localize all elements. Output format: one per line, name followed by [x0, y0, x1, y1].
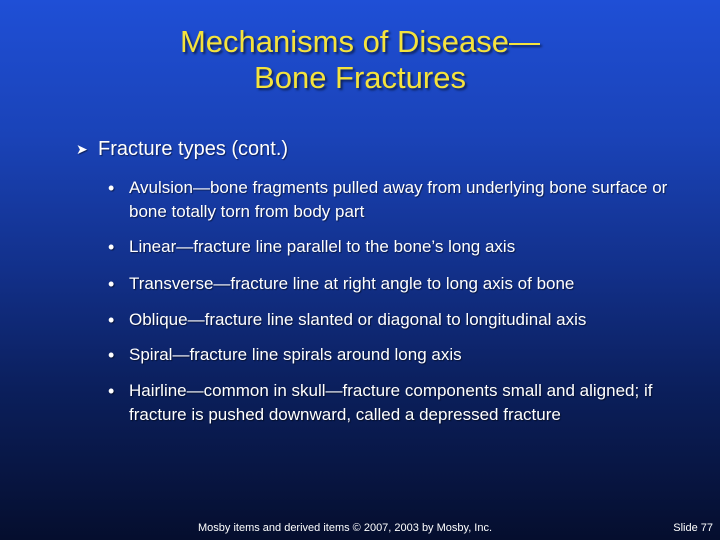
sub-bullet-text: Hairline—common in skull—fracture components small and aligned; if fracture is pushed downward, called a depressed fracture: [129, 381, 653, 424]
sub-bullet-transverse: [108, 272, 679, 296]
slide-number: Slide 77: [673, 522, 713, 534]
sub-bullet-spiral: [108, 343, 679, 367]
bullet-dot-icon: •: [108, 274, 115, 294]
sub-bullet-text: Avulsion—bone fragments pulled away from underlying bone surface or bone totally torn from body part: [129, 178, 668, 221]
arrow-bullet-icon: ➤: [76, 141, 88, 157]
sub-bullet-text: Transverse—fracture line at right angle to long axis of bone: [129, 274, 575, 293]
main-bullet: [76, 137, 288, 161]
main-bullet-text: Fracture types (cont.): [98, 138, 289, 160]
bullet-dot-icon: •: [108, 237, 115, 257]
slide-title-line-1: Mechanisms of Disease—: [179, 24, 541, 59]
slide-title: [0, 24, 720, 96]
slide-title-line-2: Bone Fractures: [254, 60, 466, 95]
sub-bullet-hairline: [108, 379, 679, 427]
bullet-dot-icon: •: [108, 345, 115, 365]
sub-bullet-oblique: [108, 308, 679, 332]
sub-bullet-linear: [108, 235, 679, 259]
slide-footer: [0, 520, 720, 536]
sub-bullet-text: Spiral—fracture line spirals around long axis: [129, 345, 462, 364]
sub-bullet-avulsion: [108, 176, 679, 224]
bullet-dot-icon: •: [108, 178, 115, 198]
copyright-notice: Mosby items and derived items © 2007, 2003 by Mosby, Inc.: [198, 522, 493, 534]
sub-bullet-text: Linear—fracture line parallel to the bone’s long axis: [129, 237, 516, 256]
bullet-dot-icon: •: [108, 381, 115, 401]
bullet-dot-icon: •: [108, 310, 115, 330]
sub-bullet-text: Oblique—fracture line slanted or diagonal to longitudinal axis: [129, 310, 587, 329]
